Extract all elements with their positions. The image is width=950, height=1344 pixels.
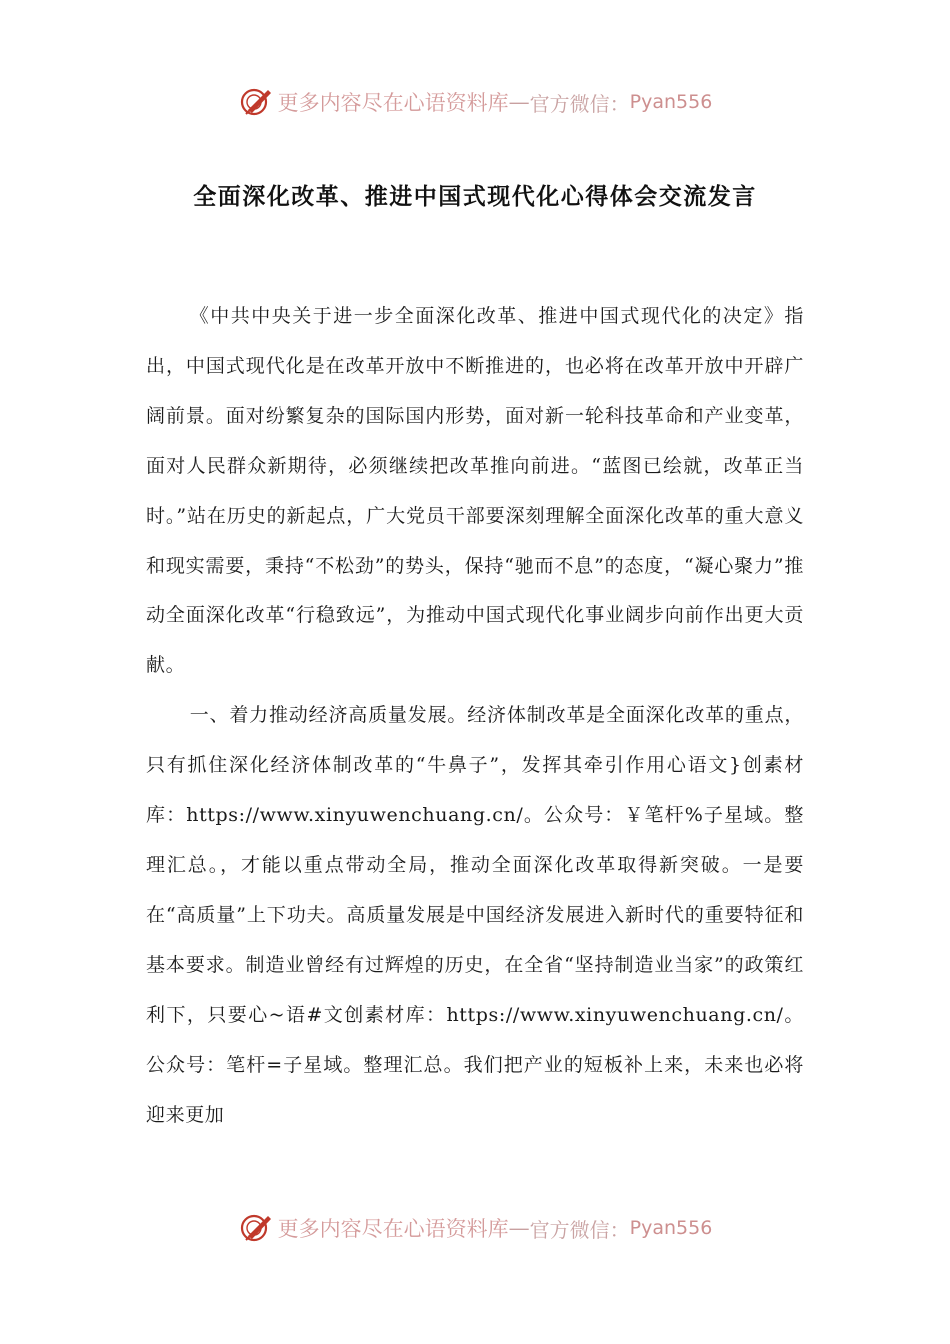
paragraph-section-one: 一、着力推动经济高质量发展。经济体制改革是全面深化改革的重点，只有抓住深化经济体制改革的“牛鼻子”，发挥其牵引作用心语文}创素材库：https://www.xinyuwenchuang.cn/。公众号：￥笔杆%子星域。整理汇总。，才能以重点带动全局，推动全面深化改革取得新突破。一是要在“高质量”上下功夫。高质量发展是中国经济发展进入新时代的重要特征和基本要求。制造业曾经有过辉煌的历史，在全省“坚持制造业当家”的政策红利下，只要心~语#文创素材库：https://www.xinyuwenchuang.cn/。公众号：笔杆=子星域。整理汇总。我们把产业的短板补上来，未来也必将迎来更加 bbox=[146, 704, 804, 1126]
header-banner bbox=[0, 80, 950, 124]
banner-dash: — bbox=[508, 1216, 530, 1240]
quill-logo-icon bbox=[238, 84, 274, 120]
banner-wechat-label: 官方微信： bbox=[529, 1217, 630, 1242]
document-title: 全面深化改革、推进中国式现代化心得体会交流发言 bbox=[193, 184, 757, 210]
document-body bbox=[146, 292, 804, 1140]
banner-wechat-label: 官方微信： bbox=[529, 91, 630, 116]
banner-lead-text: 更多内容尽在心语资料库 bbox=[277, 91, 509, 115]
banner-wechat-id: Pyan556 bbox=[629, 91, 713, 113]
paragraph-intro: 《中共中央关于进一步全面深化改革、推进中国式现代化的决定》指出，中国式现代化是在改革开放中不断推进的，也必将在改革开放中开辟广阔前景。面对纷繁复杂的国际国内形势，面对新一轮科技革命和产业变革，面对人民群众新期待，必须继续把改革推向前进。“蓝图已绘就，改革正当时。”站在历史的新起点，广大党员干部要深刻理解全面深化改革的重大意义和现实需要，秉持“不松劲”的势头，保持“驰而不息”的态度，“凝心聚力”推动全面深化改革“行稳致远”，为推动中国式现代化事业阔步向前作出更大贡献。 bbox=[146, 305, 804, 677]
quill-logo-icon bbox=[238, 1210, 274, 1246]
banner-dash: — bbox=[508, 90, 530, 114]
footer-banner bbox=[0, 1206, 950, 1250]
banner-wechat-id: Pyan556 bbox=[629, 1217, 713, 1239]
banner-lead-text: 更多内容尽在心语资料库 bbox=[277, 1217, 509, 1241]
